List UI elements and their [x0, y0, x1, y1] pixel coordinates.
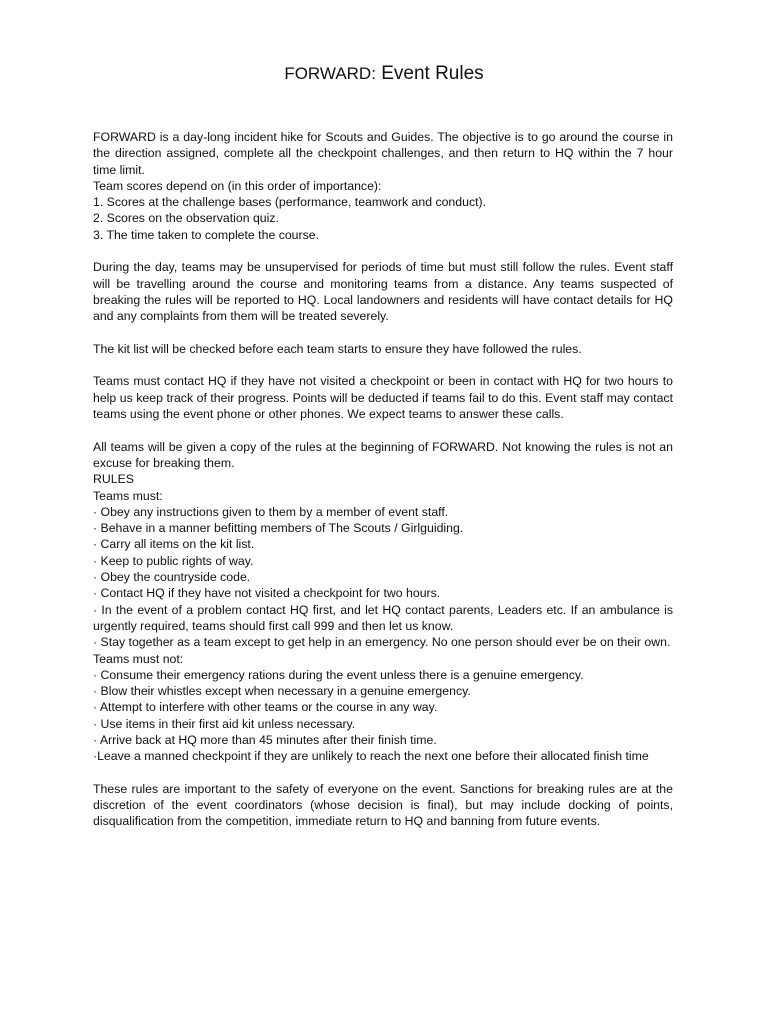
kit-paragraph: The kit list will be checked before each team starts to ensure they have followed the rules. [93, 341, 582, 356]
title-prefix: FORWARD: [284, 64, 376, 83]
sanctions-paragraph: These rules are important to the safety of everyone on the event. Sanctions for breaking rules are at the discretion of the event coordinators (whose decision is final), but may include docking of points, disqualification from the competition, immediate return to HQ and banning from future events. [93, 781, 673, 829]
copy-paragraph: All teams will be given a copy of the rules at the beginning of FORWARD. Not knowing the rules is not an excuse for breaking them. [93, 439, 673, 470]
title-main: Event Rules [381, 63, 484, 84]
must-not-item: · Attempt to interfere with other teams or the course in any way. [93, 700, 438, 715]
must-not-heading: Teams must not: [93, 651, 184, 666]
rules-heading: RULES [93, 472, 135, 487]
must-not-item: · Use items in their first aid kit unless necessary. [93, 716, 356, 731]
must-item: · In the event of a problem contact HQ first, and let HQ contact parents, Leaders etc. If an ambulance is urgently required, teams should first call 999 and then let us know. [93, 602, 673, 633]
score-item: 1. Scores at the challenge bases (performance, teamwork and conduct). [93, 195, 487, 210]
contact-paragraph: Teams must contact HQ if they have not visited a checkpoint or been in contact with HQ for two hours to help us keep track of their progress. Points will be deducted if teams fail to do this. Event staff may contact teams using the event phone or other phones. We expect teams to answer these calls. [93, 374, 673, 422]
must-item: · Carry all items on the kit list. [93, 537, 255, 552]
score-item: 3. The time taken to complete the course. [93, 227, 320, 242]
document-body [93, 129, 673, 830]
must-item: · Obey any instructions given to them by a member of event staff. [93, 504, 449, 519]
must-not-item: · Consume their emergency rations during the event unless there is a genuine emergency. [93, 667, 584, 682]
must-item: · Contact HQ if they have not visited a checkpoint for two hours. [93, 586, 441, 601]
must-heading: Teams must: [93, 488, 163, 503]
score-item: 2. Scores on the observation quiz. [93, 211, 279, 226]
scores-heading: Team scores depend on (in this order of importance): [93, 178, 382, 193]
unsupervised-paragraph: During the day, teams may be unsupervised for periods of time but must still follow the rules. Event staff will be travelling around the course and monitoring teams from a distance. Any teams suspected of breaking the rules will be reported to HQ. Local landowners and residents will have contact details for HQ and any complaints from them will be treated severely. [93, 260, 673, 324]
intro-paragraph: FORWARD is a day-long incident hike for Scouts and Guides. The objective is to go around the course in the direction assigned, complete all the checkpoint challenges, and then return to HQ within the 7 hour time limit. [93, 130, 673, 177]
must-not-item: · Arrive back at HQ more than 45 minutes after their finish time. [93, 732, 437, 747]
must-item: · Keep to public rights of way. [93, 553, 254, 568]
must-item: · Obey the countryside code. [93, 570, 251, 585]
must-not-item: ·Leave a manned checkpoint if they are unlikely to reach the next one before their allocated finish time [93, 749, 649, 764]
must-item: · Stay together as a team except to get help in an emergency. No one person should ever be on their own. [93, 635, 671, 650]
page-title [0, 62, 768, 86]
must-not-item: · Blow their whistles except when necessary in a genuine emergency. [93, 684, 471, 699]
must-item: · Behave in a manner befitting members of The Scouts / Girlguiding. [93, 521, 464, 536]
